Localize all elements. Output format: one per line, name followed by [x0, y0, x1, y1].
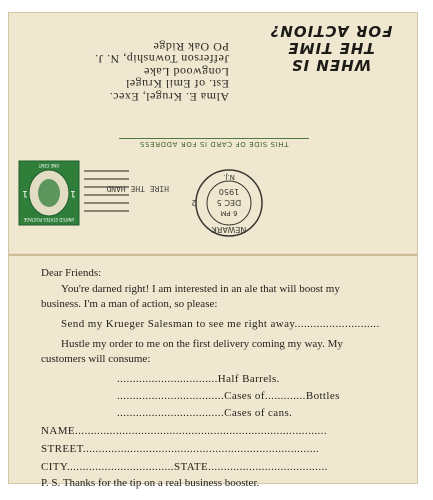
hustle-order-line: customers will consume:	[41, 353, 151, 365]
address-side	[9, 13, 419, 253]
cancel-lines	[84, 171, 129, 211]
stamp	[9, 153, 129, 233]
recipient-address	[59, 41, 229, 104]
headline-line: THE TIME	[287, 39, 375, 57]
cases-bottles-line: ..................................Cases of.............Bottles	[117, 390, 340, 402]
stamp-denomination-right: 1	[22, 188, 28, 198]
postmark	[169, 163, 289, 243]
postmark-year: 1950	[218, 187, 240, 196]
headline	[261, 22, 401, 73]
hustle-order-line: Hustle my order to me on the first delivery coming my way. My	[61, 338, 343, 350]
reply-message	[9, 257, 419, 489]
stamp-inscription: UNITED STATES POSTAGE	[23, 217, 75, 222]
paragraph-line: business. I'm a man of action, so please:	[41, 298, 218, 310]
half-barrels-line: ................................Half Barrels.	[117, 373, 280, 385]
city-state-field-line: CITY..................................STATE......................................	[41, 461, 328, 473]
address-side-note: THIS SIDE OF CARD IS FOR ADDRESS	[119, 138, 309, 148]
address-line: Longwood Lake	[143, 65, 229, 79]
cases-cans-line: ..................................Cases of cans.	[117, 407, 293, 419]
address-line: Alma E. Krugel, Exec.	[109, 90, 229, 104]
cancel-slogan: HIRE THE HAND	[106, 184, 169, 193]
paragraph-line: You're darned right! I am interested in an ale that will boost my	[61, 283, 340, 295]
stamp-denomination-left: 1	[70, 188, 76, 198]
portrait-icon	[38, 179, 60, 207]
stamp-denomination-label: ONE CENT	[38, 163, 60, 168]
address-line: PO Oak Ridge	[153, 40, 229, 54]
send-salesman-line: Send my Krueger Salesman to see me right away...........................	[61, 318, 380, 330]
fold-line	[9, 253, 417, 256]
postmark-time: 6 PM	[220, 209, 238, 217]
postal-card	[8, 12, 418, 489]
postmark-state: N.J.	[223, 173, 235, 181]
postmark-city: NEWARK	[211, 225, 247, 234]
headline-line: FOR ACTION?	[269, 22, 393, 40]
address-line: Jefferson Township, N. J.	[94, 52, 229, 67]
street-field-line: STREET...........................................................................	[41, 443, 320, 455]
greeting: Dear Friends:	[41, 267, 102, 279]
headline-line: WHEN IS	[290, 56, 372, 74]
postscript: P. S. Thanks for the tip on a real business booster.	[41, 477, 260, 489]
address-line: Est. of Emil Krugel	[125, 77, 229, 92]
name-field-line: NAME................................................................................	[41, 425, 327, 437]
postmark-number: 2	[191, 198, 197, 207]
postmark-date: DEC 5	[216, 198, 242, 207]
